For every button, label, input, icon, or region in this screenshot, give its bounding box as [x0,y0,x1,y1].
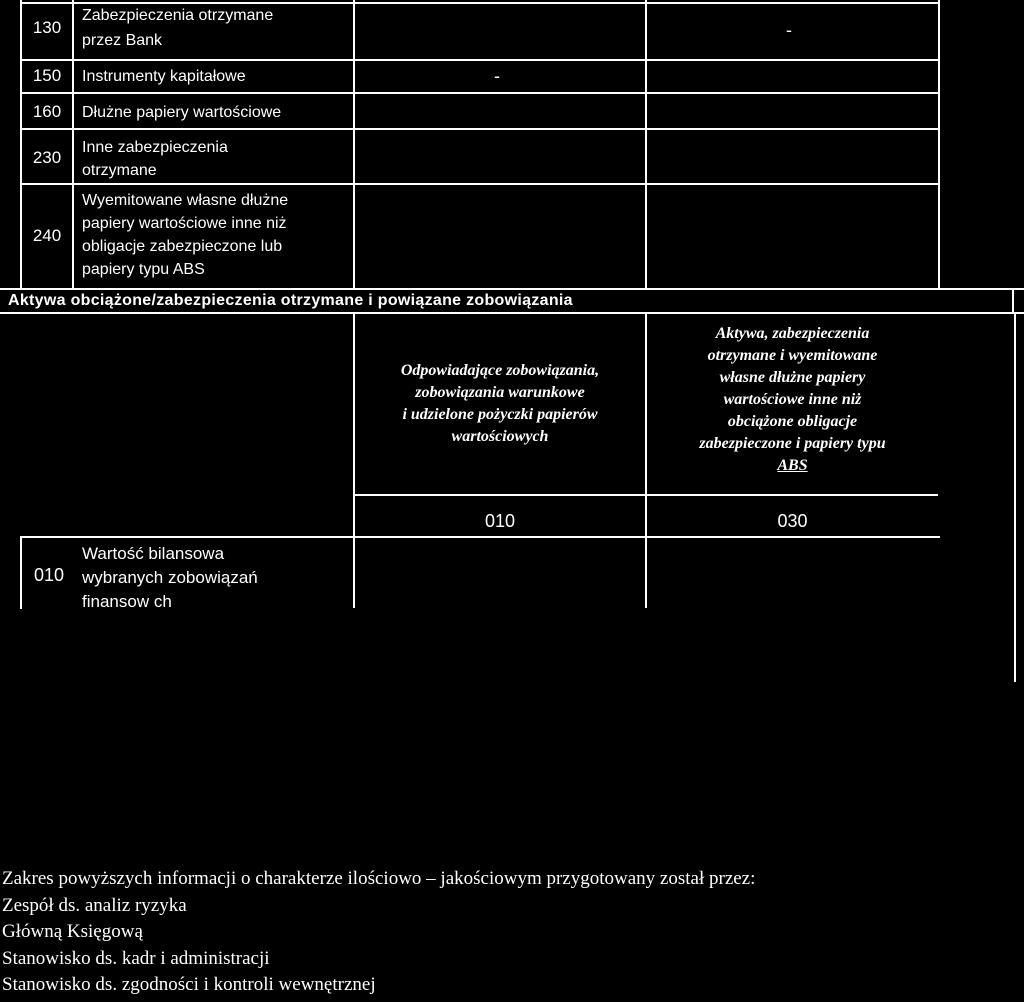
grid-line [20,183,940,185]
column-header [647,323,938,477]
row-code: 010 [33,565,65,585]
footer-line: Zespół ds. analiz ryzyka [2,894,187,916]
row-label-line: przez Bank [82,32,163,49]
column-header-line: własne dłużne papiery [719,369,866,386]
grid-line [20,2,940,4]
column-code: 030 [777,511,808,531]
footer-line: Stanowisko ds. zgodności i kontroli wewnętrznej [2,974,376,995]
row-label-line: Inne zabezpieczenia [82,139,228,156]
row-label-line: Instrumenty kapitałowe [82,68,246,85]
row-label-line: Zabezpieczenia otrzymane [82,7,274,24]
row-label-line: papiery typu ABS [82,261,205,278]
grid-line [20,0,22,290]
grid-line [1012,290,1014,312]
grid-line [0,312,1024,314]
grid-line [20,92,940,94]
row-code: 230 [32,148,62,167]
row-label-line: wybranych zobowiązań [82,568,258,587]
row-label-line: obligacje zabezpieczone lub [82,238,283,255]
column-header-line: wartościowych [451,428,549,445]
row-code: 240 [32,226,62,245]
column-header-line: ABS [777,457,808,474]
cell-value: - [494,66,500,86]
grid-line [72,0,74,290]
column-header-line: Aktywa, zabezpieczenia [715,325,870,342]
grid-line [20,128,940,130]
section-title: Aktywa obciążone/zabezpieczenia otrzymane i powiązane zobowiązania [8,292,573,309]
column-header-line: obciążone obligacje [727,413,858,430]
column-header-line: Odpowiadające zobowiązania, [400,362,600,379]
column-header-line: i udzielone pożyczki papierów [402,406,598,423]
grid-line [353,0,355,290]
column-header-line: wartościowe inne niż [723,391,862,408]
row-label-line: otrzymane [82,162,157,179]
row-label-line: Wartość bilansowa [82,544,225,563]
column-header-line: zabezpieczone i papiery typu [699,435,886,452]
row-code: 160 [32,102,62,121]
footer-line: Główną Księgową [2,921,143,942]
grid-line [645,0,647,290]
grid-line [0,288,1024,290]
row-label-line: papiery wartościowe inne niż [82,215,287,232]
grid-line [1014,312,1016,682]
column-header-line: zobowiązania warunkowe [415,384,585,401]
grid-line [938,0,940,290]
footer-line: Zakres powyższych informacji o charakterze ilościowo – jakościowym przygotowany został przez: [2,868,756,889]
column-header-line: otrzymane i wyemitowane [707,347,878,364]
grid-line [353,494,938,496]
row-label-line: Wyemitowane własne dłużne [82,192,289,209]
cell-value: - [786,20,792,40]
footer-line: Stanowisko ds. kadr i administracji [2,947,270,969]
grid-line [353,312,355,608]
column-header [355,360,645,448]
row-label-line: Dłużne papiery wartościowe [82,104,282,121]
footer-text [2,866,755,999]
row-code: 130 [32,18,62,37]
grid-line [20,537,22,609]
row-label-line: finansow ch [82,592,172,611]
row-code: 150 [32,66,62,85]
column-code: 010 [484,511,516,531]
grid-line [20,59,940,61]
grid-line [20,536,940,538]
